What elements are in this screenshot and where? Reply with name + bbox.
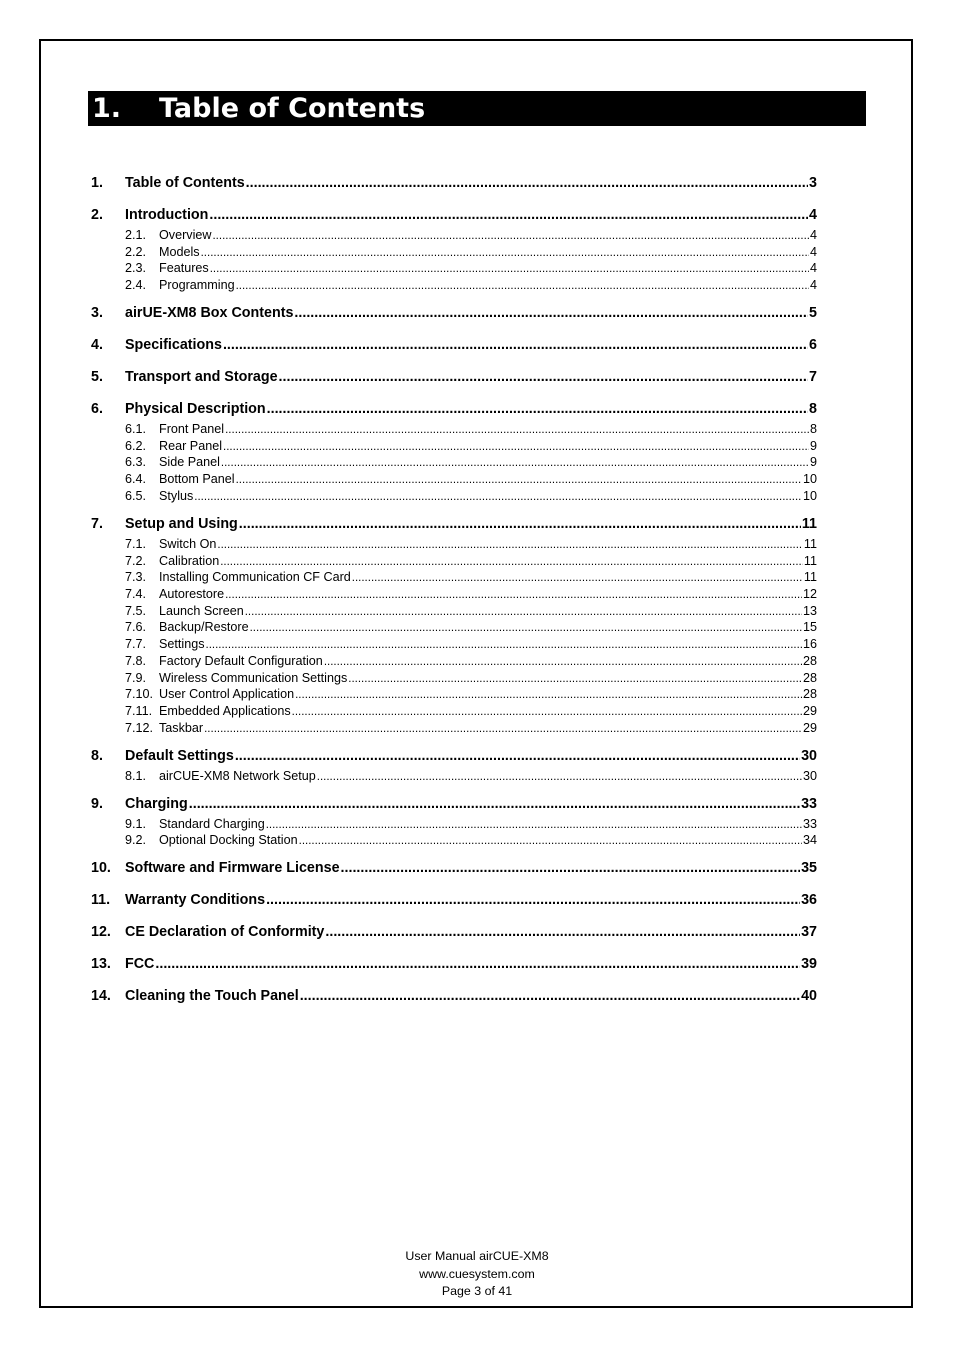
toc-dot-leader — [341, 859, 801, 877]
toc-entry[interactable] — [91, 923, 817, 941]
toc-entry-number: 2.2. — [125, 245, 147, 259]
toc-entry[interactable] — [91, 400, 817, 418]
toc-dot-leader — [206, 636, 802, 653]
toc-entry-page: 39 — [801, 956, 817, 972]
toc-subentry[interactable] — [91, 488, 817, 504]
toc-dot-leader — [210, 260, 809, 277]
toc-entry-title: Warranty Conditions — [125, 892, 266, 908]
toc-dot-leader — [204, 720, 802, 737]
toc-dot-leader — [212, 227, 809, 244]
toc-entry-page: 30 — [801, 748, 817, 764]
toc-subentry[interactable] — [91, 260, 817, 276]
toc-entry-number: 7.5. — [125, 604, 147, 618]
toc-subentry[interactable] — [91, 277, 817, 293]
toc-subentry[interactable] — [91, 536, 817, 552]
toc-dot-leader — [295, 686, 802, 703]
footer-website: www.cuesystem.com — [419, 1266, 535, 1281]
toc-entry-page: 29 — [802, 721, 817, 735]
toc-subentry[interactable] — [91, 720, 817, 736]
toc-entry-title: Front Panel — [159, 422, 225, 436]
toc-dot-leader — [225, 421, 809, 438]
toc-entry-number: 6. — [91, 401, 103, 417]
toc-entry-title: Bottom Panel — [159, 472, 235, 486]
footer-manual-title: User Manual airCUE-XM8 — [405, 1249, 549, 1263]
toc-entry-title: airCUE-XM8 Network Setup — [159, 769, 316, 783]
toc-dot-leader — [221, 454, 809, 471]
toc-entry-number: 2.1. — [125, 228, 147, 242]
toc-dot-leader — [236, 471, 802, 488]
toc-entry-title: Standard Charging — [159, 817, 265, 831]
toc-entry-title: Installing Communication CF Card — [159, 570, 351, 584]
toc-subentry[interactable] — [91, 244, 817, 260]
toc-entry[interactable] — [91, 515, 817, 533]
toc-subentry[interactable] — [91, 832, 817, 848]
toc-entry-number: 8. — [91, 748, 103, 764]
toc-entry-page: 6 — [809, 337, 817, 353]
toc-dot-leader — [266, 816, 802, 833]
toc-entry-number: 1. — [91, 175, 103, 191]
toc-dot-leader — [189, 795, 800, 813]
toc-entry-page: 4 — [809, 228, 817, 242]
toc-dot-leader — [266, 891, 800, 909]
toc-entry-title: Programming — [159, 278, 235, 292]
toc-entry-page: 13 — [802, 604, 817, 618]
toc-entry[interactable] — [91, 955, 817, 973]
toc-dot-leader — [245, 603, 802, 620]
toc-subentry[interactable] — [91, 619, 817, 635]
toc-entry-title: Backup/Restore — [159, 620, 249, 634]
toc-dot-leader — [223, 336, 808, 354]
toc-entry-page: 10 — [802, 489, 817, 503]
toc-entry-title: Factory Default Configuration — [159, 654, 323, 668]
toc-dot-leader — [300, 987, 800, 1005]
toc-entry[interactable] — [91, 336, 817, 354]
toc-entry-number: 5. — [91, 369, 103, 385]
toc-entry-title: Table of Contents — [125, 175, 245, 191]
toc-entry[interactable] — [91, 859, 817, 877]
toc-entry-title: FCC — [125, 956, 155, 972]
toc-entry-page: 7 — [809, 369, 817, 385]
toc-subentry[interactable] — [91, 603, 817, 619]
toc-dot-leader — [217, 536, 803, 553]
toc-subentry[interactable] — [91, 586, 817, 602]
toc-entry-title: Introduction — [125, 207, 209, 223]
toc-entry[interactable] — [91, 987, 817, 1005]
toc-entry-number: 7.3. — [125, 570, 147, 584]
toc-entry-number: 8.1. — [125, 769, 147, 783]
toc-dot-leader — [250, 619, 802, 636]
toc-dot-leader — [236, 277, 809, 294]
toc-dot-leader — [279, 368, 809, 386]
toc-entry-page: 29 — [802, 704, 817, 718]
toc-entry-page: 9 — [809, 455, 817, 469]
toc-entry-number: 7.12. — [125, 721, 154, 735]
toc-entry-number: 7.8. — [125, 654, 147, 668]
toc-entry-title: Models — [159, 245, 200, 259]
toc-entry-page: 5 — [809, 305, 817, 321]
toc-dot-leader — [155, 955, 800, 973]
toc-entry[interactable] — [91, 795, 817, 813]
toc-entry-page: 10 — [802, 472, 817, 486]
toc-dot-leader — [267, 400, 808, 418]
toc-dot-leader — [235, 747, 800, 765]
toc-subentry[interactable] — [91, 670, 817, 686]
toc-entry-number: 6.5. — [125, 489, 147, 503]
toc-entry-page: 4 — [809, 261, 817, 275]
toc-dot-leader — [223, 438, 809, 455]
toc-entry-page: 33 — [802, 817, 817, 831]
toc-entry-number: 7.4. — [125, 587, 147, 601]
toc-dot-leader — [220, 553, 803, 570]
toc-entry-number: 12. — [91, 924, 111, 940]
toc-entry-page: 28 — [802, 687, 817, 701]
toc-entry-title: Setup and Using — [125, 516, 238, 532]
toc-entry-title: Software and Firmware License — [125, 860, 340, 876]
toc-dot-leader — [294, 304, 808, 322]
toc-subentry[interactable] — [91, 686, 817, 702]
toc-entry-number: 10. — [91, 860, 111, 876]
toc-entry-title: Default Settings — [125, 748, 234, 764]
page-footer — [0, 1248, 954, 1301]
toc-entry-title: Calibration — [159, 554, 220, 568]
toc-entry-page: 4 — [809, 207, 817, 223]
toc-dot-leader — [325, 923, 800, 941]
toc-entry-title: Physical Description — [125, 401, 266, 417]
toc-entry-number: 4. — [91, 337, 103, 353]
toc-entry-title: Charging — [125, 796, 188, 812]
toc-entry-page: 4 — [809, 245, 817, 259]
toc-entry-page: 16 — [802, 637, 817, 651]
toc-subentry[interactable] — [91, 421, 817, 437]
toc-entry-title: Side Panel — [159, 455, 220, 469]
toc-entry-number: 6.3. — [125, 455, 147, 469]
toc-dot-leader — [324, 653, 802, 670]
toc-dot-leader — [292, 703, 802, 720]
toc-subentry[interactable] — [91, 471, 817, 487]
toc-dot-leader — [348, 670, 802, 687]
toc-entry-title: Autorestore — [159, 587, 225, 601]
toc-entry-title: Taskbar — [159, 721, 204, 735]
toc-subentry[interactable] — [91, 454, 817, 470]
toc-entry-title: Stylus — [159, 489, 194, 503]
toc-entry[interactable] — [91, 206, 817, 224]
toc-entry-title: Optional Docking Station — [159, 833, 298, 847]
toc-entry[interactable] — [91, 891, 817, 909]
toc-entry-page: 35 — [801, 860, 817, 876]
toc-entry-number: 7.1. — [125, 537, 147, 551]
toc-subentry[interactable] — [91, 569, 817, 585]
toc-entry-number: 7. — [91, 516, 103, 532]
toc-entry-page: 36 — [801, 892, 817, 908]
toc-dot-leader — [225, 586, 802, 603]
toc-entry-page: 12 — [802, 587, 817, 601]
toc-entry-page: 37 — [801, 924, 817, 940]
toc-entry-title: Transport and Storage — [125, 369, 278, 385]
toc-entry-number: 7.7. — [125, 637, 147, 651]
toc-entry-number: 7.6. — [125, 620, 147, 634]
toc-entry-page: 40 — [801, 988, 817, 1004]
heading-title: Table of Contents — [159, 93, 426, 124]
toc-entry-page: 33 — [801, 796, 817, 812]
toc-entry-title: Switch On — [159, 537, 217, 551]
toc-entry-title: Embedded Applications — [159, 704, 291, 718]
toc-entry[interactable] — [91, 304, 817, 322]
toc-entry-page: 11 — [803, 554, 817, 568]
toc-entry-page: 30 — [802, 769, 817, 783]
toc-entry-page: 8 — [809, 422, 817, 436]
toc-entry-number: 7.9. — [125, 671, 147, 685]
toc-dot-leader — [201, 244, 809, 261]
toc-entry-page: 11 — [801, 516, 817, 532]
toc-subentry[interactable] — [91, 653, 817, 669]
toc-entry-title: Overview — [159, 228, 212, 242]
toc-entry-number: 3. — [91, 305, 103, 321]
toc-entry-number: 7.11. — [125, 704, 153, 718]
toc-entry-title: Cleaning the Touch Panel — [125, 988, 299, 1004]
toc-entry[interactable] — [91, 747, 817, 765]
toc-entry-number: 2. — [91, 207, 103, 223]
toc-subentry[interactable] — [91, 438, 817, 454]
toc-entry-page: 9 — [809, 439, 817, 453]
toc-dot-leader — [317, 768, 802, 785]
toc-dot-leader — [209, 206, 808, 224]
toc-dot-leader — [194, 488, 802, 505]
toc-entry-number: 14. — [91, 988, 111, 1004]
toc-entry-title: Specifications — [125, 337, 222, 353]
toc-entry-number: 2.4. — [125, 278, 147, 292]
toc-entry-page: 3 — [809, 175, 817, 191]
toc-entry-number: 6.4. — [125, 472, 147, 486]
toc-entry-title: Launch Screen — [159, 604, 244, 618]
toc-entry-page: 28 — [802, 654, 817, 668]
toc-subentry[interactable] — [91, 227, 817, 243]
toc-entry-number: 11. — [91, 892, 111, 908]
toc-entry-number: 9.1. — [125, 817, 147, 831]
toc-subentry[interactable] — [91, 816, 817, 832]
toc-entry-page: 4 — [809, 278, 817, 292]
toc-entry-number: 13. — [91, 956, 111, 972]
toc-dot-leader — [299, 832, 802, 849]
toc-dot-leader — [352, 569, 803, 586]
toc-entry-number: 9. — [91, 796, 103, 812]
toc-entry-title: Features — [159, 261, 209, 275]
toc-dot-leader — [239, 515, 801, 533]
toc-entry-number: 7.2. — [125, 554, 147, 568]
toc-subentry[interactable] — [91, 553, 817, 569]
toc-subentry[interactable] — [91, 768, 817, 784]
toc-entry-title: Rear Panel — [159, 439, 223, 453]
toc-entry-title: Wireless Communication Settings — [159, 671, 348, 685]
toc-entry-page: 11 — [803, 570, 817, 584]
toc-entry-page: 8 — [809, 401, 817, 417]
toc-subentry[interactable] — [91, 636, 817, 652]
toc-entry-title: Settings — [159, 637, 205, 651]
toc-entry[interactable] — [91, 174, 817, 192]
toc-entry-number: 7.10. — [125, 687, 154, 701]
toc-entry-page: 15 — [802, 620, 817, 634]
section-heading — [88, 91, 866, 126]
toc-dot-leader — [246, 174, 808, 192]
toc-entry-number: 6.2. — [125, 439, 147, 453]
toc-subentry[interactable] — [91, 703, 817, 719]
toc-entry[interactable] — [91, 368, 817, 386]
toc-entry-number: 9.2. — [125, 833, 147, 847]
toc-entry-page: 11 — [803, 537, 817, 551]
toc-entry-number: 6.1. — [125, 422, 147, 436]
toc-entry-title: User Control Application — [159, 687, 295, 701]
toc-entry-title: airUE-XM8 Box Contents — [125, 305, 294, 321]
heading-number: 1. — [92, 93, 122, 124]
toc-entry-page: 34 — [802, 833, 817, 847]
toc-entry-page: 28 — [802, 671, 817, 685]
toc-entry-title: CE Declaration of Conformity — [125, 924, 325, 940]
toc-entry-number: 2.3. — [125, 261, 147, 275]
footer-page-number: Page 3 of 41 — [441, 1284, 513, 1298]
